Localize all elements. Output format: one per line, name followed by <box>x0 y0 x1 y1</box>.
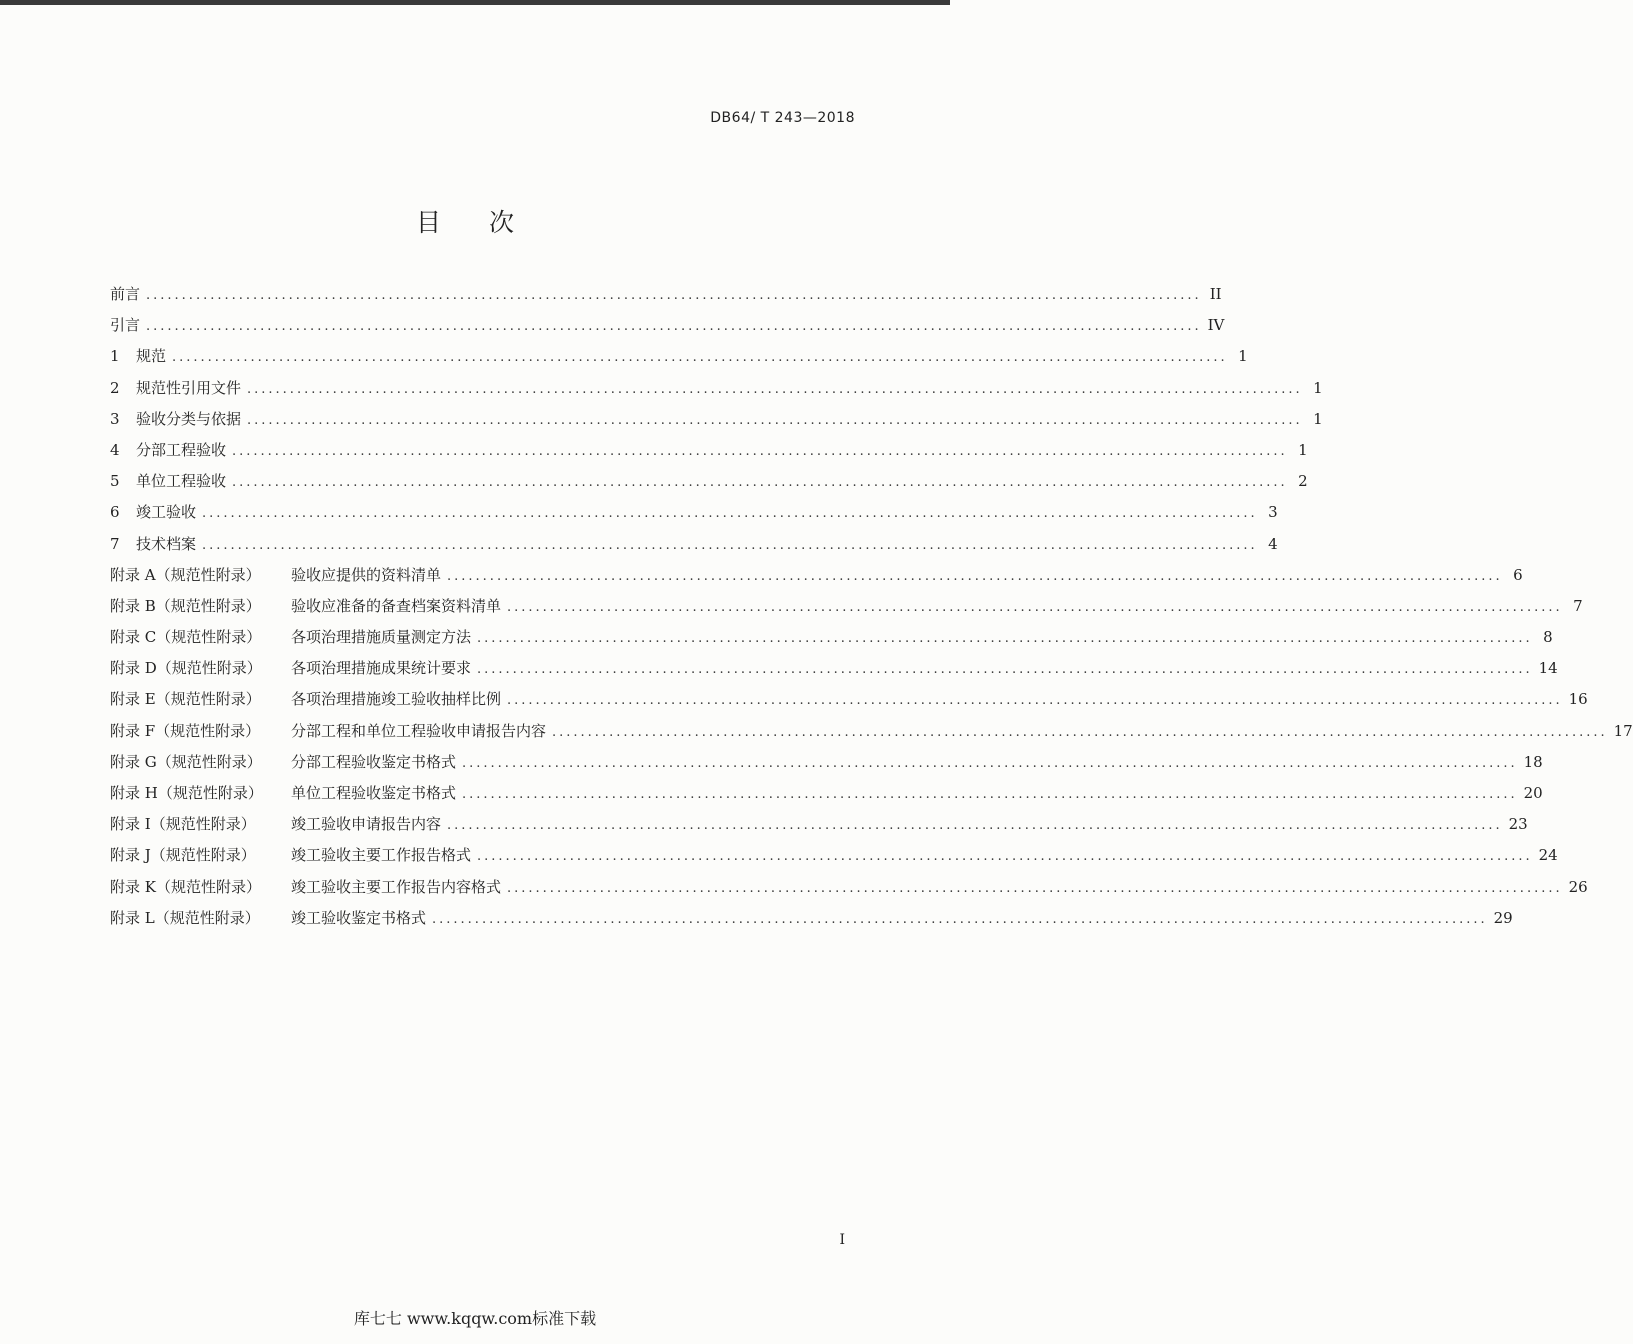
toc-leader-dots: .................................................................................................................................................... <box>146 288 1202 303</box>
toc-entry-label: 竣工验收申请报告内容 <box>291 815 442 834</box>
toc-entry-label: 竣工验收鉴定书格式 <box>291 908 427 927</box>
toc-leader-dots: .................................................................................................................................................... <box>507 880 1563 896</box>
toc-page-number: 2 <box>1298 472 1308 491</box>
toc-row-foreword[interactable] <box>110 283 1222 314</box>
toc-entry-label: 各项治理措施成果统计要求 <box>291 659 472 678</box>
toc-page-number: 18 <box>1523 752 1543 771</box>
toc-annex-label: 附录 G（规范性附录） <box>110 752 262 771</box>
toc-entry-label: 竣工验收 <box>136 503 197 522</box>
toc-row-clause-4[interactable] <box>110 439 1308 470</box>
toc-row-annex-e[interactable] <box>110 688 1588 719</box>
toc-page-number: 14 <box>1538 659 1558 678</box>
toc-entry-label: 验收应提供的资料清单 <box>291 565 442 584</box>
footer-watermark: 库七七 www.kqqw.com标准下载 <box>353 1309 597 1328</box>
toc-page-number: 1 <box>1238 347 1248 366</box>
toc-leader-dots: .................................................................................................................................................... <box>447 568 1503 584</box>
toc-leader-dots: .................................................................................................................................................... <box>477 662 1533 678</box>
toc-leader-dots: .................................................................................................................................................... <box>552 724 1608 740</box>
toc-leader-dots: .................................................................................................................................................... <box>202 506 1258 522</box>
toc-entry-label: 引言 <box>110 316 141 335</box>
toc-clause-number: 7 <box>110 534 120 553</box>
toc-page-number: 3 <box>1268 503 1278 522</box>
toc-page-number: 1 <box>1313 409 1323 428</box>
toc-page-number: 26 <box>1568 877 1588 896</box>
toc-leader-dots: .................................................................................................................................................... <box>232 475 1288 491</box>
page-title: 目 次 <box>416 208 534 237</box>
toc-leader-dots: .................................................................................................................................................... <box>146 319 1202 335</box>
toc-annex-label: 附录 C（规范性附录） <box>110 628 262 647</box>
toc-row-annex-h[interactable] <box>110 782 1543 813</box>
toc-annex-label: 附录 E（规范性附录） <box>110 690 261 709</box>
toc-entry-label: 分部工程和单位工程验收申请报告内容 <box>291 721 547 740</box>
toc-row-annex-k[interactable] <box>110 876 1588 907</box>
toc-annex-label: 附录 I（规范性附录） <box>110 815 256 834</box>
toc-annex-label: 附录 A（规范性附录） <box>110 565 261 584</box>
toc-clause-number: 4 <box>110 440 120 459</box>
toc-entry-label: 验收分类与依据 <box>136 409 242 428</box>
toc-row-clause-3[interactable] <box>110 408 1323 439</box>
toc-entry-label: 分部工程验收鉴定书格式 <box>291 752 457 771</box>
toc-leader-dots: .................................................................................................................................................... <box>462 787 1518 802</box>
toc-row-annex-l[interactable] <box>110 907 1513 938</box>
toc-row-clause-7[interactable] <box>110 533 1278 564</box>
toc-page-number: 4 <box>1268 534 1278 553</box>
toc-annex-label: 附录 J（规范性附录） <box>110 846 256 865</box>
toc-entry-label: 分部工程验收 <box>136 440 227 459</box>
toc-row-annex-g[interactable] <box>110 751 1543 782</box>
toc-entry-label: 竣工验收主要工作报告内容格式 <box>291 877 502 896</box>
toc-page-number: 17 <box>1613 721 1633 740</box>
toc-page-number: 1 <box>1298 440 1308 459</box>
toc-page-number: IV <box>1207 316 1225 335</box>
toc-entry-label: 规范性引用文件 <box>136 378 242 397</box>
top-border <box>0 0 950 5</box>
page-number: I <box>839 1232 845 1248</box>
toc-page-number: II <box>1209 285 1222 303</box>
table-of-contents <box>110 283 1633 938</box>
toc-entry-label: 单位工程验收 <box>136 472 227 491</box>
toc-leader-dots: .................................................................................................................................................... <box>247 381 1303 397</box>
toc-row-annex-j[interactable] <box>110 844 1558 875</box>
toc-leader-dots: .................................................................................................................................................... <box>447 818 1503 834</box>
toc-leader-dots: .................................................................................................................................................... <box>432 911 1488 927</box>
toc-page-number: 23 <box>1508 815 1528 834</box>
toc-clause-number: 3 <box>110 409 120 428</box>
toc-entry-label: 各项治理措施质量测定方法 <box>291 628 472 647</box>
toc-clause-number: 5 <box>110 472 120 491</box>
toc-page-number: 1 <box>1313 378 1323 397</box>
toc-row-annex-f[interactable] <box>110 720 1633 751</box>
toc-row-annex-d[interactable] <box>110 657 1558 688</box>
toc-annex-label: 附录 H（规范性附录） <box>110 784 263 802</box>
toc-leader-dots: .................................................................................................................................................... <box>477 849 1533 865</box>
toc-leader-dots: .................................................................................................................................................... <box>477 631 1533 647</box>
toc-clause-number: 2 <box>110 378 120 397</box>
toc-entry-label: 技术档案 <box>136 534 197 553</box>
toc-page-number: 24 <box>1538 846 1558 865</box>
toc-row-introduction[interactable] <box>110 314 1225 345</box>
toc-annex-label: 附录 B（规范性附录） <box>110 596 261 615</box>
toc-entry-label: 验收应准备的备查档案资料清单 <box>291 596 502 615</box>
toc-row-clause-1[interactable] <box>110 345 1248 376</box>
toc-row-annex-a[interactable] <box>110 564 1523 595</box>
toc-page-number: 20 <box>1523 784 1543 802</box>
toc-leader-dots: .................................................................................................................................................... <box>202 537 1258 553</box>
toc-leader-dots: .................................................................................................................................................... <box>507 599 1563 615</box>
toc-annex-label: 附录 L（规范性附录） <box>110 908 260 927</box>
toc-row-annex-b[interactable] <box>110 595 1583 626</box>
toc-entry-label: 规范 <box>136 347 167 366</box>
toc-row-clause-5[interactable] <box>110 470 1308 501</box>
toc-leader-dots: .................................................................................................................................................... <box>462 755 1518 771</box>
toc-row-annex-c[interactable] <box>110 626 1553 657</box>
toc-row-clause-2[interactable] <box>110 377 1323 408</box>
toc-page-number: 8 <box>1543 628 1553 647</box>
toc-clause-number: 1 <box>110 347 120 366</box>
toc-leader-dots: .................................................................................................................................................... <box>172 350 1228 366</box>
toc-page-number: 29 <box>1493 908 1513 927</box>
toc-page-number: 16 <box>1568 690 1588 709</box>
toc-row-clause-6[interactable] <box>110 501 1278 532</box>
document-code: DB64/ T 243—2018 <box>710 110 855 126</box>
toc-row-annex-i[interactable] <box>110 813 1528 844</box>
toc-entry-label: 单位工程验收鉴定书格式 <box>291 784 457 802</box>
toc-leader-dots: .................................................................................................................................................... <box>247 412 1303 428</box>
toc-page-number: 7 <box>1573 596 1583 615</box>
toc-entry-label: 竣工验收主要工作报告格式 <box>291 846 472 865</box>
toc-annex-label: 附录 D（规范性附录） <box>110 659 262 678</box>
toc-leader-dots: .................................................................................................................................................... <box>232 443 1288 459</box>
toc-entry-label: 各项治理措施竣工验收抽样比例 <box>291 690 502 709</box>
toc-entry-label: 前言 <box>110 285 141 303</box>
toc-clause-number: 6 <box>110 503 120 522</box>
toc-annex-label: 附录 K（规范性附录） <box>110 877 261 896</box>
toc-annex-label: 附录 F（规范性附录） <box>110 721 261 740</box>
toc-page-number: 6 <box>1513 565 1523 584</box>
toc-leader-dots: .................................................................................................................................................... <box>507 693 1563 709</box>
